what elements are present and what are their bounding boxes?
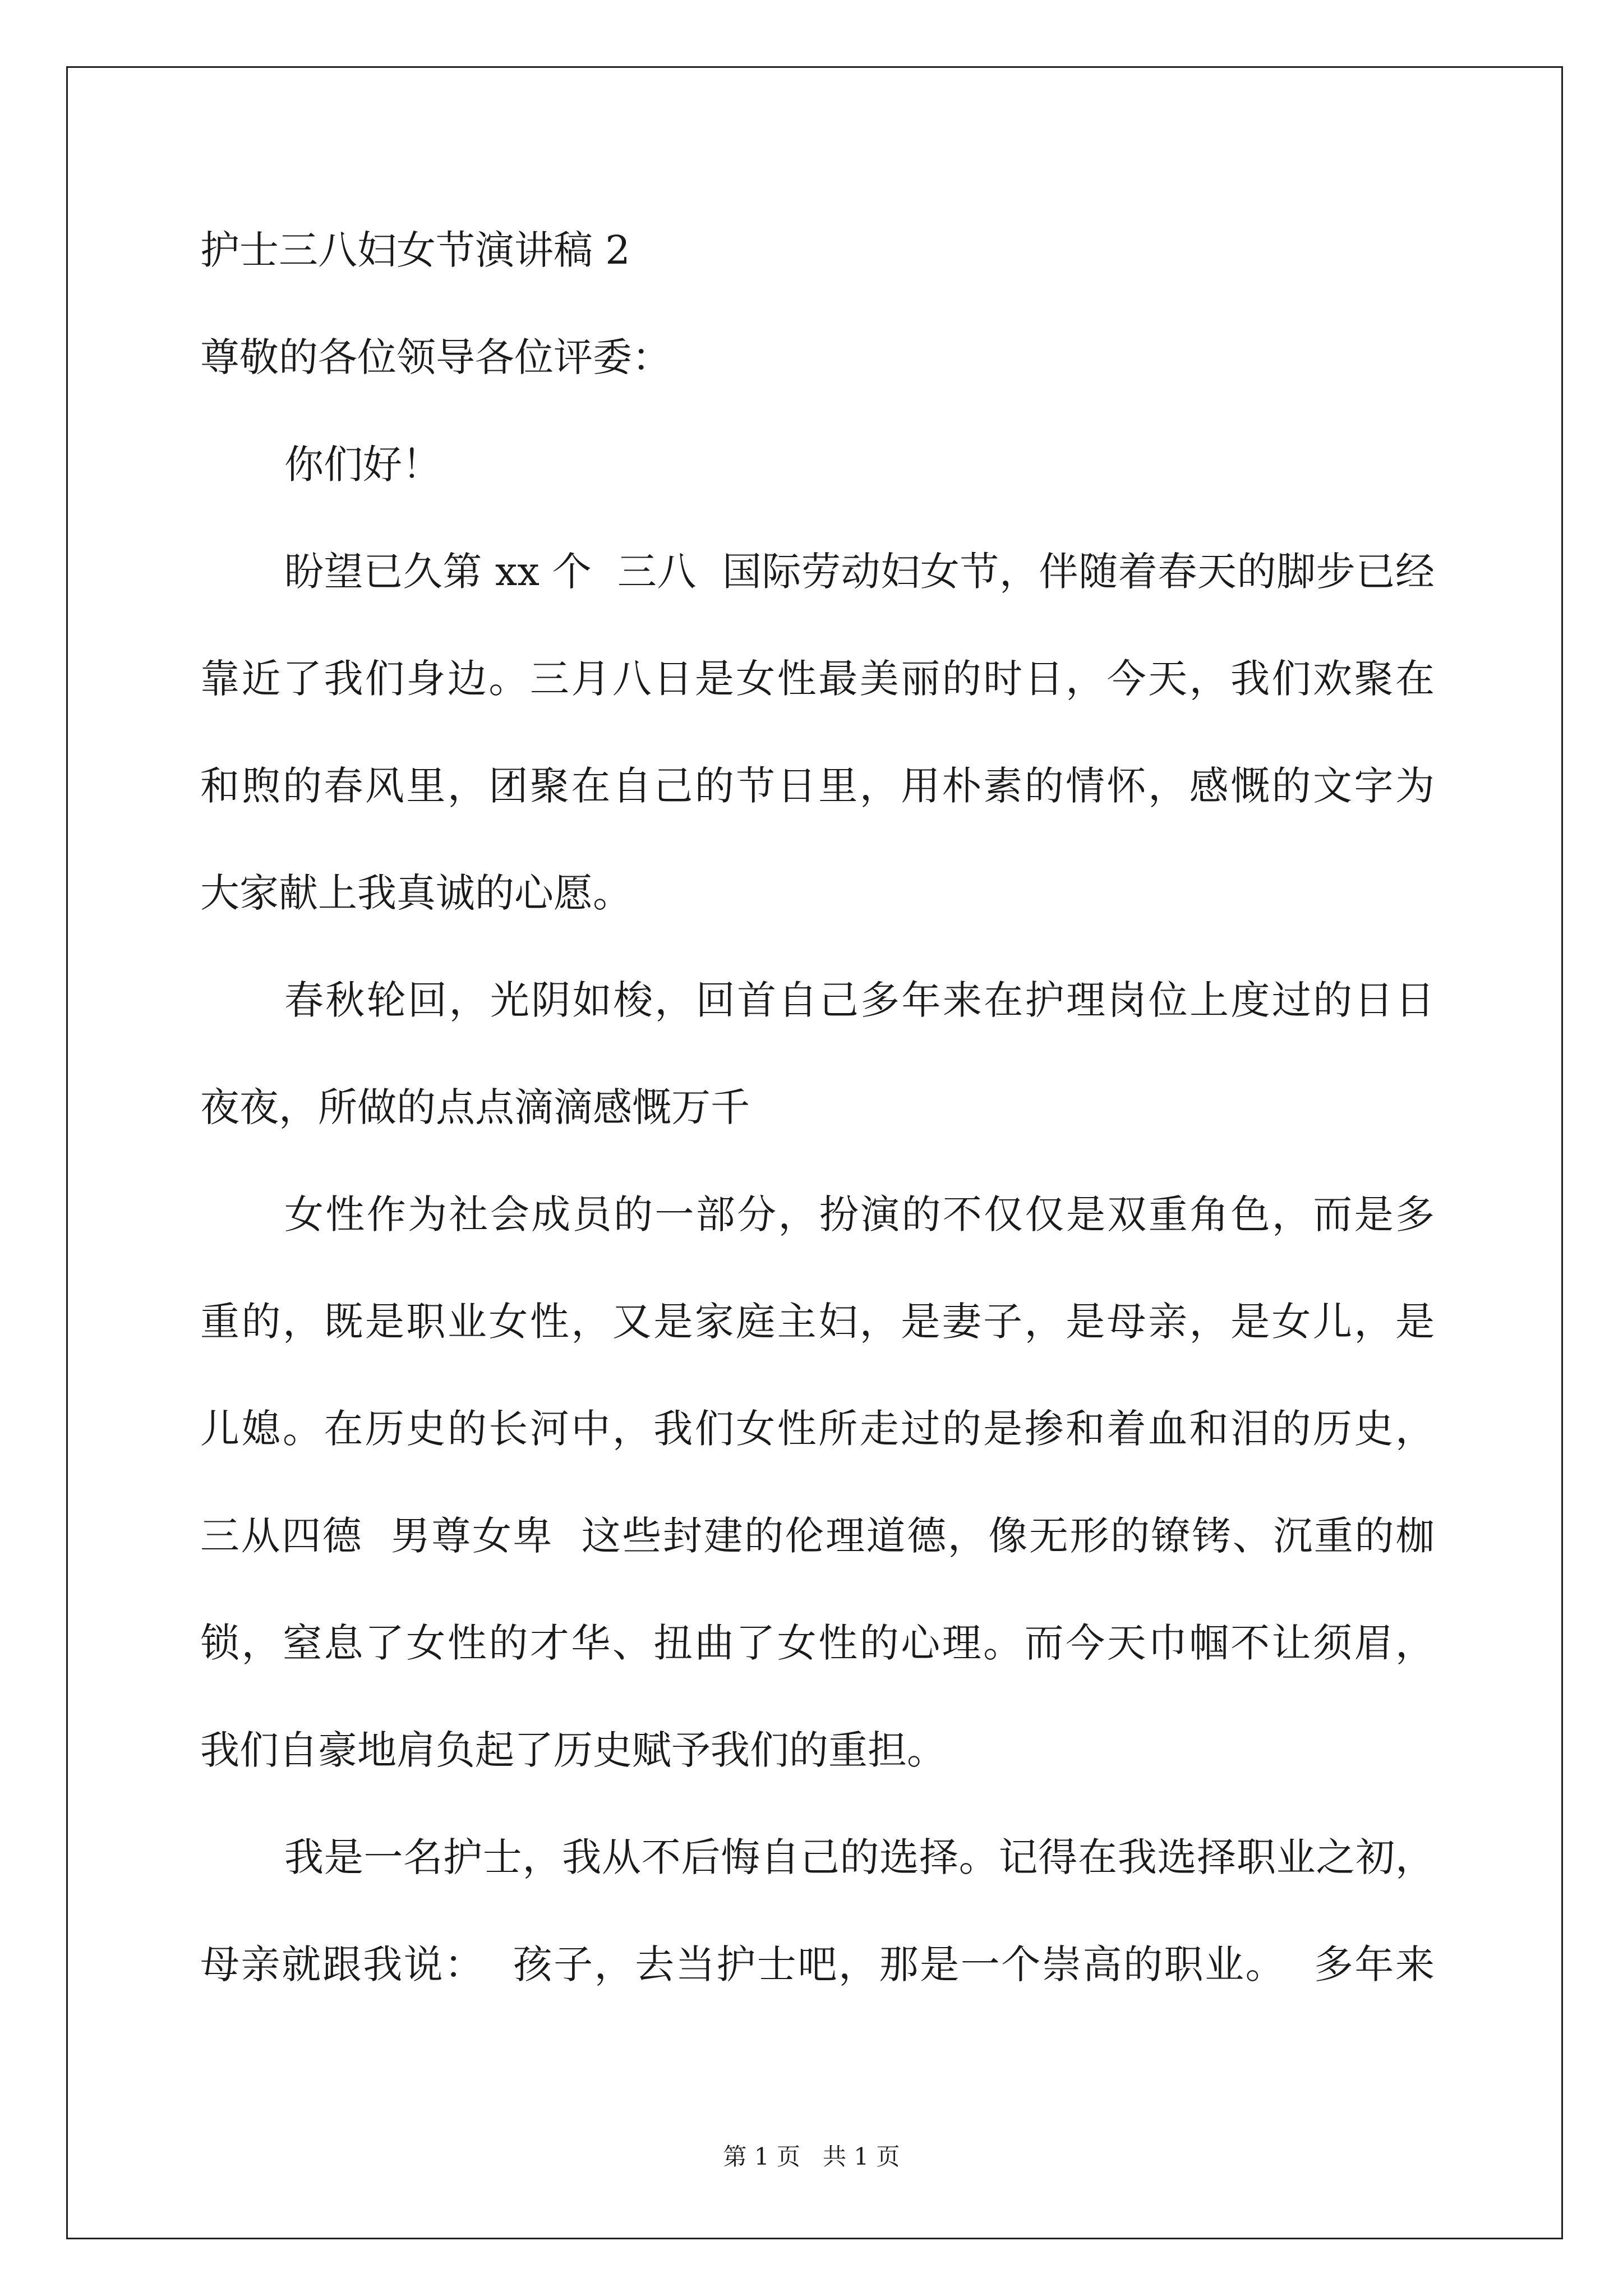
paragraph-1-line-1: 盼望已久第 xx 个 三八 国际劳动妇女节，伴随着春天的脚步已经 [284,549,1435,595]
document-title: 护士三八妇女节演讲稿 2 [200,227,630,273]
greeting: 你们好！ [284,441,441,487]
paragraph-4-line-1: 我是一名护士，我从不后悔自己的选择。记得在我选择职业之初， [284,1834,1435,1880]
paragraph-1-line-4: 大家献上我真诚的心愿。 [200,870,632,916]
paragraph-3-line-4: 三从四德 男尊女卑 这些封建的伦理道德，像无形的镣铐、沉重的枷 [200,1513,1435,1559]
paragraph-3-line-5: 锁，窒息了女性的才华、扭曲了女性的心理。而今天巾帼不让须眉， [200,1620,1435,1666]
paragraph-3-line-1: 女性作为社会成员的一部分，扮演的不仅仅是双重角色，而是多 [284,1191,1435,1237]
paragraph-4-line-2: 母亲就跟我说： 孩子，去当护士吧，那是一个崇高的职业。 多年来 [200,1941,1435,1987]
paragraph-2-line-1: 春秋轮回，光阴如梭，回首自己多年来在护理岗位上度过的日日 [284,977,1435,1023]
salutation: 尊敬的各位领导各位评委： [200,334,671,380]
paragraph-3-line-6: 我们自豪地肩负起了历史赋予我们的重担。 [200,1727,946,1773]
paragraph-1-line-2: 靠近了我们身边。三月八日是女性最美丽的时日，今天，我们欢聚在 [200,656,1435,702]
paragraph-1-line-3: 和煦的春风里，团聚在自己的节日里，用朴素的情怀，感慨的文字为 [200,763,1435,809]
paragraph-3-line-2: 重的，既是职业女性，又是家庭主妇，是妻子，是母亲，是女儿，是 [200,1299,1435,1345]
document-body [200,197,1435,2018]
paragraph-3-line-3: 儿媳。在历史的长河中，我们女性所走过的是掺和着血和泪的历史， [200,1406,1435,1452]
page-footer: 第 1 页 共 1 页 [723,2143,900,2170]
paragraph-2-line-2: 夜夜，所做的点点滴滴感慨万千 [200,1084,750,1130]
